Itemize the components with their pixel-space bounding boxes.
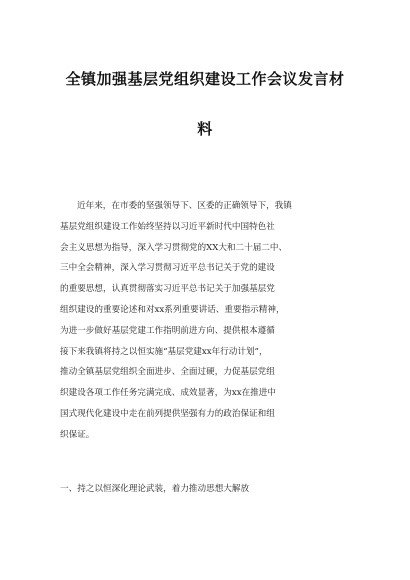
paragraph-line: 组织建设的重要论述和对xx系列重要讲话、重要指示精神， <box>60 304 285 315</box>
paragraph-line: 会主义思想为指导，深入学习贯彻党的XX大和二十届二中、 <box>60 242 288 253</box>
paragraph-line: 织建设各项工作任务完满完成、成效显著，为xx在推进中 <box>60 388 276 399</box>
paragraph-line: 三中全会精神，深入学习贯彻习近平总书记关于党的建设 <box>60 263 275 274</box>
paragraph-line: 国式现代化建设中走在前列提供坚强有力的政治保证和组 <box>60 408 275 419</box>
section-heading: 一、持之以恒深化理论武装，着力推动思想大解放 <box>60 484 250 494</box>
document-title-line-1: 全镇加强基层党组织建设工作会议发言材 <box>65 70 345 88</box>
intro-paragraph <box>60 196 360 446</box>
paragraph-line: 织保证。 <box>60 429 95 440</box>
paragraph-line: 推动全镇基层党组织全面进步、全面过硬，力促基层党组 <box>60 367 275 378</box>
document-title-line-2: 料 <box>197 120 213 138</box>
paragraph-line: 基层党组织建设工作始终坚持以习近平新时代中国特色社 <box>60 221 275 232</box>
paragraph-line: 为进一步做好基层党建工作指明前进方向、提供根本遵循 <box>60 325 275 336</box>
paragraph-line: 接下来我镇将持之以恒实施“基层党建xx年行动计划”， <box>60 346 268 357</box>
paragraph-line: 的重要思想，认真贯彻落实习近平总书记关于加强基层党 <box>60 284 275 295</box>
paragraph-line: 近年来，在市委的坚强领导下、区委的正确领导下，我镇 <box>77 201 292 211</box>
